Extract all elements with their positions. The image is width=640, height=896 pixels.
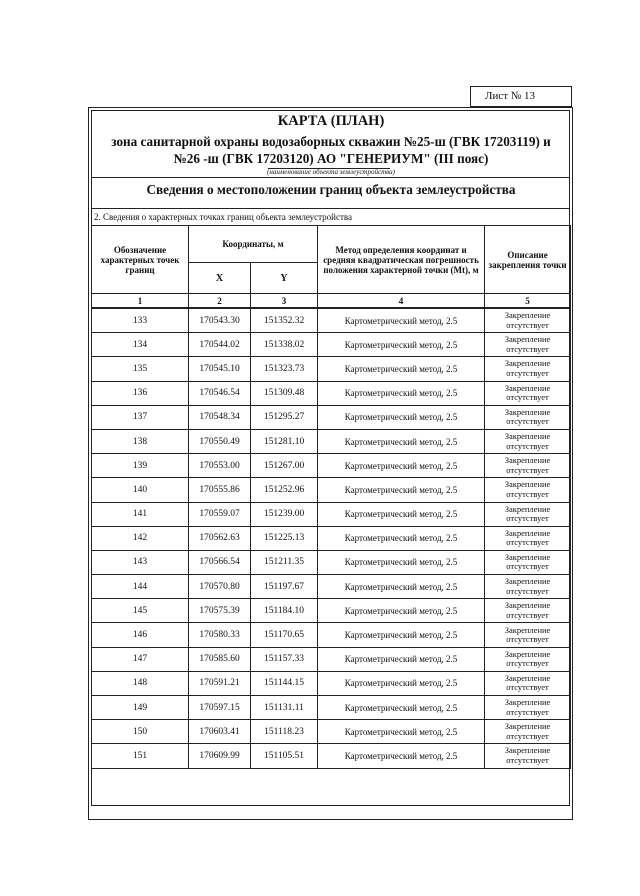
- fixation-line1: Закрепление: [504, 551, 551, 562]
- point-cell: 138: [92, 429, 189, 453]
- method-cell: Картометрический метод, 2.5: [318, 720, 485, 744]
- fixation-cell: [485, 429, 571, 453]
- x-coordinate-cell: 170562.63: [189, 526, 251, 550]
- table-row: [92, 454, 571, 478]
- fixation-line1: Закрепление: [504, 479, 551, 490]
- table-row: [92, 671, 571, 695]
- divider: [91, 177, 570, 178]
- table-row: [92, 526, 571, 550]
- column-number: 3: [251, 294, 318, 309]
- method-cell: Картометрический метод, 2.5: [318, 429, 485, 453]
- y-coordinate-cell: 151118.23: [251, 720, 318, 744]
- x-coordinate-cell: 170553.00: [189, 454, 251, 478]
- fixation-cell: [485, 671, 571, 695]
- method-cell: Картометрический метод, 2.5: [318, 696, 485, 720]
- table-row: [92, 599, 571, 623]
- document-title: КАРТА (ПЛАН): [277, 113, 385, 129]
- point-cell: 150: [92, 720, 189, 744]
- point-cell: 135: [92, 357, 189, 381]
- fixation-line1: Закрепление: [504, 334, 551, 345]
- section-title: Сведения о местоположении границ объекта землеустройства: [146, 182, 516, 197]
- x-coordinate-cell: 170575.39: [189, 599, 251, 623]
- x-coordinate-cell: 170544.02: [189, 333, 251, 357]
- x-coordinate-cell: 170545.10: [189, 357, 251, 381]
- fixation-line1: Закрепление: [504, 624, 551, 635]
- y-coordinate-cell: 151267.00: [251, 454, 318, 478]
- y-coordinate-cell: 151170.65: [251, 623, 318, 647]
- object-name: зона санитарной охраны водозаборных скважин №25-ш (ГВК 17203119) и №26 -ш (ГВК 17203120) АО "ГЕНЕРИУМ" (III пояс): [111, 134, 551, 166]
- fixation-cell: [485, 308, 571, 333]
- fixation-cell: [485, 550, 571, 574]
- method-cell: Картометрический метод, 2.5: [318, 478, 485, 502]
- fixation-cell: [485, 405, 571, 429]
- fixation-line2: отсутствует: [506, 464, 549, 475]
- method-cell: Картометрический метод, 2.5: [318, 550, 485, 574]
- y-coordinate-cell: 151252.96: [251, 478, 318, 502]
- fixation-line1: Закрепление: [504, 745, 551, 756]
- method-cell: Картометрический метод, 2.5: [318, 454, 485, 478]
- fixation-line1: Закрепление: [504, 382, 551, 393]
- table-row: [92, 696, 571, 720]
- table-row: [92, 405, 571, 429]
- fixation-line1: Закрепление: [504, 576, 551, 587]
- table-row: [92, 550, 571, 574]
- fixation-cell: [485, 502, 571, 526]
- method-cell: Картометрический метод, 2.5: [318, 575, 485, 599]
- fixation-cell: [485, 333, 571, 357]
- table-row: [92, 429, 571, 453]
- fixation-line1: Закрепление: [504, 455, 551, 466]
- fixation-line1: Закрепление: [504, 310, 551, 321]
- fixation-line2: отсутствует: [506, 416, 549, 427]
- method-cell: Картометрический метод, 2.5: [318, 623, 485, 647]
- method-cell: Картометрический метод, 2.5: [318, 381, 485, 405]
- point-cell: 133: [92, 308, 189, 333]
- column-number: 1: [92, 294, 189, 309]
- table-row: [92, 357, 571, 381]
- x-coordinate-cell: 170550.49: [189, 429, 251, 453]
- fixation-line2: отсутствует: [506, 488, 549, 499]
- x-coordinate-cell: 170543.30: [189, 308, 251, 333]
- x-coordinate-cell: 170591.21: [189, 671, 251, 695]
- column-number: 5: [485, 294, 571, 309]
- method-cell: Картометрический метод, 2.5: [318, 308, 485, 333]
- y-coordinate-cell: 151309.48: [251, 381, 318, 405]
- fixation-line1: Закрепление: [504, 672, 551, 683]
- fixation-line2: отсутствует: [506, 609, 549, 620]
- fixation-line2: отсутствует: [506, 754, 549, 765]
- fixation-line1: Закрепление: [504, 503, 551, 514]
- method-cell: Картометрический метод, 2.5: [318, 671, 485, 695]
- point-cell: 149: [92, 696, 189, 720]
- point-cell: 141: [92, 502, 189, 526]
- point-cell: 151: [92, 744, 189, 768]
- y-coordinate-cell: 151197.67: [251, 575, 318, 599]
- table-row: [92, 575, 571, 599]
- fixation-line1: Закрепление: [504, 406, 551, 417]
- x-coordinate-cell: 170609.99: [189, 744, 251, 768]
- fixation-line2: отсутствует: [506, 658, 549, 669]
- fixation-cell: [485, 381, 571, 405]
- fixation-line2: отсутствует: [506, 537, 549, 548]
- fixation-cell: [485, 526, 571, 550]
- fixation-cell: [485, 647, 571, 671]
- y-coordinate-cell: 151239.00: [251, 502, 318, 526]
- method-cell: Картометрический метод, 2.5: [318, 357, 485, 381]
- fixation-line2: отсутствует: [506, 392, 549, 403]
- table-row: [92, 647, 571, 671]
- points-table: [91, 225, 571, 769]
- table-row: [92, 720, 571, 744]
- method-cell: Картометрический метод, 2.5: [318, 599, 485, 623]
- point-cell: 145: [92, 599, 189, 623]
- method-cell: Картометрический метод, 2.5: [318, 405, 485, 429]
- column-number: 4: [318, 294, 485, 309]
- y-coordinate-cell: 151157.33: [251, 647, 318, 671]
- x-coordinate-cell: 170566.54: [189, 550, 251, 574]
- method-cell: Картометрический метод, 2.5: [318, 502, 485, 526]
- fixation-line2: отсутствует: [506, 682, 549, 693]
- header-coordinates: Координаты, м: [189, 226, 318, 263]
- point-cell: 146: [92, 623, 189, 647]
- fixation-cell: [485, 599, 571, 623]
- column-number: 2: [189, 294, 251, 309]
- x-coordinate-cell: 170548.34: [189, 405, 251, 429]
- divider: [91, 208, 570, 209]
- table-row: [92, 333, 571, 357]
- fixation-line2: отсутствует: [506, 440, 549, 451]
- fixation-cell: [485, 623, 571, 647]
- fixation-cell: [485, 357, 571, 381]
- x-coordinate-cell: 170570.80: [189, 575, 251, 599]
- fixation-line1: Закрепление: [504, 600, 551, 611]
- method-cell: Картометрический метод, 2.5: [318, 333, 485, 357]
- point-cell: 147: [92, 647, 189, 671]
- point-cell: 143: [92, 550, 189, 574]
- y-coordinate-cell: 151281.10: [251, 429, 318, 453]
- x-coordinate-cell: 170597.15: [189, 696, 251, 720]
- fixation-line2: отсутствует: [506, 585, 549, 596]
- y-coordinate-cell: 151352.32: [251, 308, 318, 333]
- fixation-line1: Закрепление: [504, 431, 551, 442]
- method-cell: Картометрический метод, 2.5: [318, 526, 485, 550]
- y-coordinate-cell: 151323.73: [251, 357, 318, 381]
- point-cell: 139: [92, 454, 189, 478]
- table-row: [92, 478, 571, 502]
- fixation-cell: [485, 744, 571, 768]
- y-coordinate-cell: 151144.15: [251, 671, 318, 695]
- table-row: [92, 308, 571, 333]
- subsection-title: 2. Сведения о характерных точках границ объекта землеустройства: [94, 212, 353, 222]
- point-cell: 148: [92, 671, 189, 695]
- fixation-line2: отсутствует: [506, 634, 549, 645]
- point-cell: 136: [92, 381, 189, 405]
- y-coordinate-cell: 151295.27: [251, 405, 318, 429]
- table-row: [92, 623, 571, 647]
- x-coordinate-cell: 170603.41: [189, 720, 251, 744]
- x-coordinate-cell: 170585.60: [189, 647, 251, 671]
- y-coordinate-cell: 151225.13: [251, 526, 318, 550]
- fixation-line1: Закрепление: [504, 358, 551, 369]
- method-cell: Картометрический метод, 2.5: [318, 647, 485, 671]
- y-coordinate-cell: 151105.51: [251, 744, 318, 768]
- point-cell: 137: [92, 405, 189, 429]
- fixation-line2: отсутствует: [506, 561, 549, 572]
- method-cell: Картометрический метод, 2.5: [318, 744, 485, 768]
- fixation-cell: [485, 575, 571, 599]
- y-coordinate-cell: 151131.11: [251, 696, 318, 720]
- object-name-caption: (наименование объекта землеустройства): [267, 168, 395, 176]
- point-cell: 140: [92, 478, 189, 502]
- sheet-number-label: Лист № 13: [470, 86, 572, 107]
- header-method: Метод определения координат и средняя квадратическая погрешность положения характерной точки (Mt), м: [318, 226, 485, 294]
- table-row: [92, 744, 571, 768]
- fixation-line1: Закрепление: [504, 697, 551, 708]
- table-row: [92, 381, 571, 405]
- header-designation: Обозначение характерных точек границ: [92, 226, 189, 294]
- fixation-cell: [485, 478, 571, 502]
- fixation-cell: [485, 454, 571, 478]
- y-coordinate-cell: 151184.10: [251, 599, 318, 623]
- fixation-line2: отсутствует: [506, 367, 549, 378]
- x-coordinate-cell: 170580.33: [189, 623, 251, 647]
- point-cell: 142: [92, 526, 189, 550]
- x-coordinate-cell: 170559.07: [189, 502, 251, 526]
- fixation-line2: отсутствует: [506, 730, 549, 741]
- fixation-line1: Закрепление: [504, 721, 551, 732]
- x-coordinate-cell: 170555.86: [189, 478, 251, 502]
- point-cell: 134: [92, 333, 189, 357]
- table-row: [92, 502, 571, 526]
- x-coordinate-cell: 170546.54: [189, 381, 251, 405]
- fixation-cell: [485, 696, 571, 720]
- fixation-line2: отсутствует: [506, 706, 549, 717]
- fixation-line1: Закрепление: [504, 648, 551, 659]
- y-coordinate-cell: 151211.35: [251, 550, 318, 574]
- point-cell: 144: [92, 575, 189, 599]
- y-coordinate-cell: 151338.02: [251, 333, 318, 357]
- header-description: Описание закрепления точки: [485, 226, 571, 294]
- header-y: Y: [251, 263, 318, 294]
- fixation-line2: отсутствует: [506, 319, 549, 330]
- fixation-line2: отсутствует: [506, 513, 549, 524]
- fixation-line2: отсутствует: [506, 343, 549, 354]
- header-x: X: [189, 263, 251, 294]
- fixation-line1: Закрепление: [504, 527, 551, 538]
- fixation-cell: [485, 720, 571, 744]
